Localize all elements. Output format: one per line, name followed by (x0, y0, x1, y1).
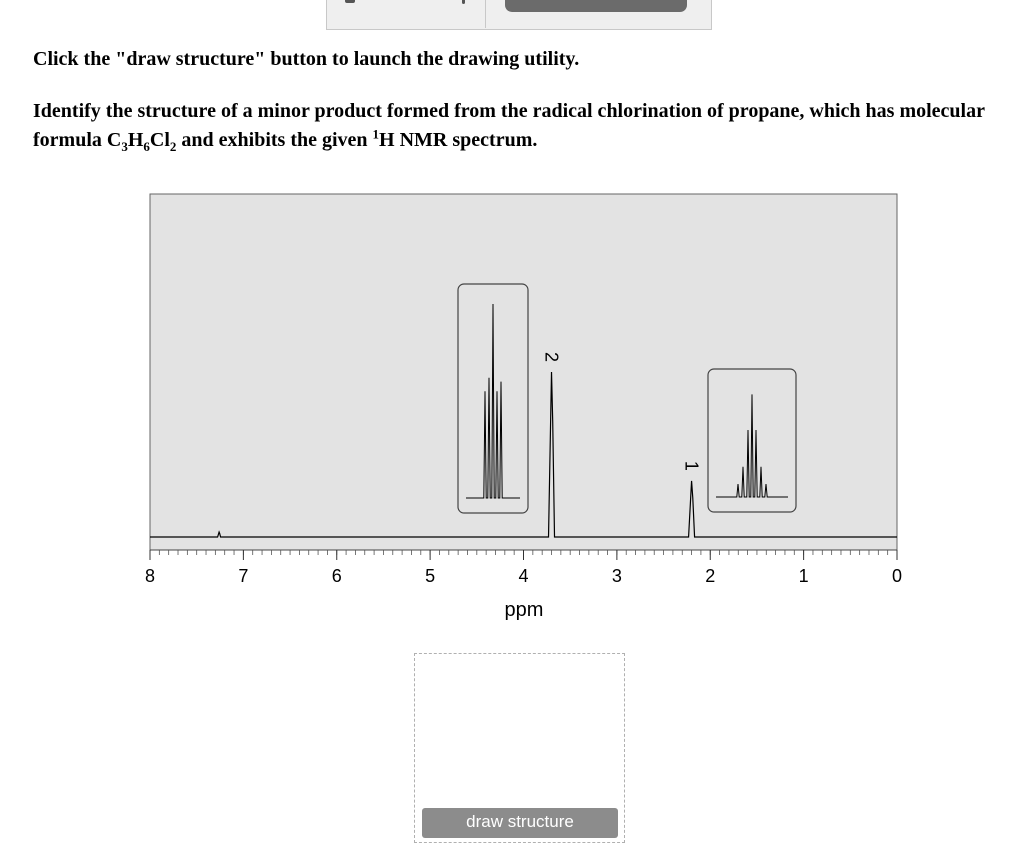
x-tick-label: 0 (891, 566, 903, 586)
question-text: Identify the structure of a minor product formed from the radical chlorination of propane, which has molecular formula $C_3H_6Cl_2$ and exhibits the given $^1$H NMR spectrum. (33, 100, 985, 154)
x-tick-label: 5 (425, 566, 436, 586)
x-tick-label: 6 (331, 566, 342, 586)
x-tick-label: 2 (705, 566, 716, 586)
peak-integration-label: 2 (541, 352, 562, 363)
x-tick-label: 3 (611, 566, 622, 586)
drawing-area[interactable] (414, 653, 625, 843)
x-axis-label: ppm (504, 599, 544, 621)
x-tick-label: 4 (518, 566, 529, 586)
x-tick-label: 8 (144, 566, 156, 586)
x-tick-label: 1 (798, 566, 809, 586)
instruction-text: Click the "draw structure" button to launch the drawing utility. (33, 48, 580, 70)
draw-structure-button[interactable]: draw structure (422, 808, 618, 838)
peak-integration-label: 1 (681, 460, 702, 471)
x-tick-label: 7 (238, 566, 249, 586)
